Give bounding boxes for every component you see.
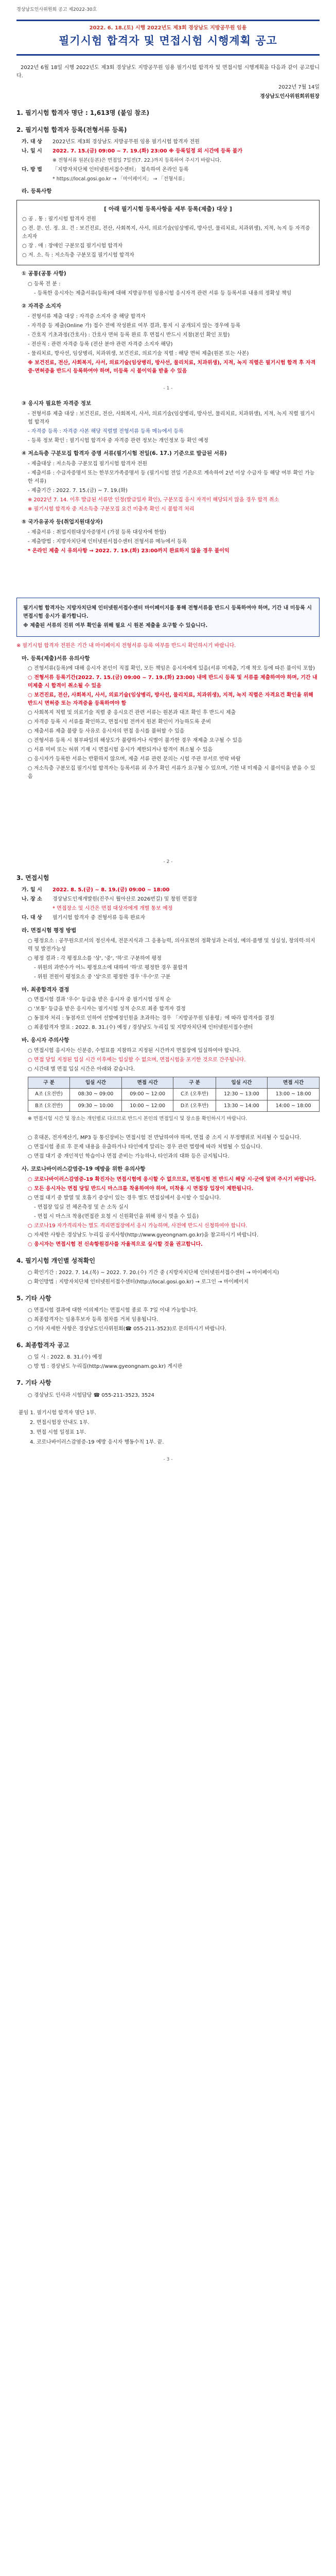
qualification-item: - 자격증 등 제출(Online 가) 접수 전에 작성완료 여부 결과, 통지 시 공개되지 않는 경우에 등록	[28, 323, 241, 329]
page-number: - 3 -	[163, 1456, 173, 1462]
kv-key	[22, 175, 49, 183]
special-item: - 제출방법 : 지방자치단체 인터넷원서접수센터 전형서류 메뉴에서 등록	[28, 538, 187, 545]
covid-item: ○ 응시자는 면접시험 전 신속항원검사를 자율적으로 실시할 것을 권고합니다.	[28, 1241, 203, 1247]
kv-row	[22, 914, 320, 922]
section-6-title: 6. 최종합격자 공고	[16, 1342, 69, 1349]
covid-item: ○ 모든 응시자는 면접 당일 반드시 마스크를 착용하여야 하며, 미착용 시 면접장 입장이 제한됩니다.	[28, 1185, 254, 1192]
evaluation-title: 라. 면접시험 평정 방법	[22, 927, 77, 934]
evaluation-item: ○ 평정 결과 : 각 평정요소를 '상', '중', '하'로 구분하여 평정	[28, 955, 162, 961]
attachment-item: 3. 면접 시험 일정표 1부.	[30, 1429, 86, 1435]
table-cell: D조 (오후반)	[173, 1100, 216, 1111]
applicant-cautions-title: 바. 응시자 주의사항	[22, 1037, 69, 1044]
qualification-item: - 물리치료, 방사선, 임상병리, 치과위생, 보건진료, 의료기술 직렬 : 해당 면허 제출(원본 또는 사본)	[28, 350, 249, 357]
applicant-caution: ○ 면접시험 응시자는 신분증, 수험표를 지참하고 지정된 시간까지 면접장에 입실하여야 합니다.	[28, 1048, 241, 1054]
kv-row	[22, 138, 320, 146]
caution-item: ○ 서류 미비 또는 허위 기재 시 면접시험 응시가 제한되거나 합격이 취소될 수 있음	[28, 747, 213, 753]
low-income-item: ※ 필기시험 합격자 중 저소득층 구분모집 요건 미충족 확인 시 불합격 처리	[28, 506, 194, 512]
special-title: ⑤ 국가유공자 등(취업지원대상자)	[22, 518, 103, 525]
applicant-caution: ○ 면접시험 종료 후 문제 내용을 유출하거나 타인에게 알리는 경우 관련 법령에 따라 처벌될 수 있습니다.	[28, 1144, 262, 1150]
caution-item: ○ 제출서류 제출 불량 등 사유로 응시자의 면접 응시를 불허할 수 있음	[28, 728, 185, 735]
etc-item: ○ 최종합격자는 임용후보자 등록 절차를 거쳐 임용됩니다.	[28, 1317, 158, 1323]
evaluation-item: - 위원의 과반수가 어느 평정요소에 대하여 '하'로 평정한 경우 불합격	[34, 964, 188, 971]
low-income-item: ※ 2022년 7. 14. 이후 발급된 서류만 인정(발급일자 확인), 구분모집 응시 자격이 해당되지 않을 경우 합격 취소	[28, 497, 279, 503]
title-sub: 2022. 6. 18.(토) 시행 2022년도 제3회 경상남도 지방공무원 임용	[89, 25, 247, 31]
intro-paragraph: 2022년 6월 18일 시행 2022년도 제3회 경상남도 지방공무원 임용 필기시험 합격자 및 면접시험 시행계획을 다음과 같이 공고합니다.	[16, 64, 320, 79]
info-line: 필기시험 합격자는 지방자치단체 인터넷원서접수센터 마이페이지를 통해 전형서류를 반드시 등록하여야 하며, 기간 내 미등록 시 면접시험 응시가 불가합니다.	[23, 605, 312, 619]
kv-key: 다. 대 상	[22, 914, 42, 921]
table-cell: 09:30 ~ 10:00	[70, 1100, 122, 1111]
section-7-title: 7. 기타 사항	[16, 1379, 51, 1387]
page-number: - 2 -	[163, 859, 173, 865]
kv-value: 2022. 7. 15.(금) 09:00 ~ 7. 19.(화) 23:00 ※ 등록일정 외 시간에 등록 불가	[52, 148, 243, 155]
table-header-cell: 입실 시간	[216, 1077, 268, 1089]
score-check-item: ○ 확인방법 : 지방자치단체 인터넷원서접수센터(http://local.gosi.go.kr) → 로그인 → 마이페이지	[28, 1279, 249, 1285]
etc-item: ○ 기타 자세한 사항은 경상남도인사위원회(☎ 055-211-3523)로 문의하시기 바랍니다.	[28, 1326, 227, 1332]
info-warning: ※ 필기시험 합격자 전원은 기간 내 마이페이지 전형서류 등록 여부를 반드시 확인하시기 바랍니다.	[16, 642, 236, 649]
caution-item: ○ 사회복지 직렬 및 의료기술 직렬 중 응시요건 관련 서류는 원본과 대조 확인 후 반드시 제출	[28, 710, 236, 716]
table-footnote: ※ 면접시험 시간 및 장소는 개인별로 다르므로 반드시 본인의 면접일시 및 장소를 확인하시기 바랍니다.	[28, 1115, 247, 1122]
kv-key: 다. 방 법	[22, 166, 42, 173]
schedule-table	[28, 1077, 320, 1112]
common-item: - 등록한 응시자는 제출서류(등록)에 대해 지방공무원 임용시험 응시자격 관련 서류 등 등록서류 내용의 정확성 책임	[34, 290, 292, 296]
table-header-row	[28, 1077, 320, 1089]
caution-item: ○ 자격증 등록 시 서류를 확인하고, 면접시험 전까지 원본 확인이 가능하도록 준비	[28, 719, 211, 725]
qualification-warning: ※ 보건진료, 전산, 사회복지, 사서, 의료기술(임상병리, 방사선, 물리치료, 치과위생), 지적, 녹지 직렬은 필기시험 합격 후 자격증·면허증을 반드시 등록하여야 하며, 미등록 시 불이익을 받을 수 있음	[28, 360, 316, 374]
caution-item: ○ 보건진료, 전산, 사회복지, 사서, 의료기술(임상병리, 방사선, 물리치료, 치과위생), 지적, 녹지 직렬은 자격요건 확인을 위해 반드시 면허증 또는 자격증을 등록하여야 함	[28, 692, 313, 707]
attachment-item: 붙임 1. 필기시험 합격자 명단 1부.	[19, 1410, 96, 1416]
kv-value: 필기시험 합격자 중 전형서류 등록 완료자	[52, 914, 146, 921]
etc-item: ○ 면접시험 결과에 대한 이의제기는 면접시험 종료 후 7일 이내 가능합니다.	[28, 1308, 198, 1314]
kv-key	[22, 905, 49, 913]
notice-number: 경상남도인사위원회 공고 제2022-30호	[16, 7, 97, 12]
covid-item: ○ 면접 대기 중 발열 및 호흡기 증상이 있는 경우 별도 면접실에서 응시할 수 있습니다.	[28, 1195, 221, 1201]
schedule-table-wrap	[16, 1077, 320, 1112]
registration-line: ○ 공 . 통 : 필기시험 합격자 전원	[22, 216, 96, 223]
qualification-title: ② 자격증 소지자	[22, 302, 62, 309]
covid-title: 사. 코로나바이러스감염증-19 예방을 위한 유의사항	[22, 1166, 146, 1173]
table-cell: 08:30 ~ 09:00	[70, 1089, 122, 1100]
section-3-kv	[16, 886, 320, 922]
section-4-title: 4. 필기시험 개인별 성적확인	[16, 1257, 95, 1264]
table-cell: C조 (오후반)	[173, 1089, 216, 1100]
table-cell: 10:00 ~ 12:00	[121, 1100, 173, 1111]
registration-title: 라. 등록사항	[22, 188, 52, 194]
result-item: ○ 동점자 처리 : 동점자로 인하여 선발예정인원을 초과하는 경우 「지방공무원 임용령」에 따라 합격자를 결정	[28, 1015, 275, 1022]
table-header-cell: 구 분	[28, 1077, 70, 1089]
applicant-caution: ○ 시간대 별 면접 입실 시간은 아래와 같습니다.	[28, 1066, 135, 1073]
kv-value: ※ 전형서류 원본(등본)은 면접일 7일전(7. 22.)까지 등록하여 주시기 바랍니다.	[52, 158, 221, 164]
disability-item: - 전형서류 제출 대상 : 보건진료, 전산, 사회복지, 사서, 의료기술(임상병리, 방사선, 물리치료, 치과위생), 지적, 녹지 직렬 필기시험 합격자	[28, 411, 315, 425]
kv-key: 나. 일 시	[22, 148, 42, 155]
caution-item: ○ 전형서류(등록)에 대해 응시자 본인이 직접 확인, 모든 책임은 응시자에게 있음(서류 미제출, 기재 착오 등에 따른 불이익 포함)	[28, 666, 315, 672]
table-header-cell: 구 분	[173, 1077, 216, 1089]
score-check-item: ○ 확인기간 : 2022. 7. 14.(목) ~ 2022. 7. 20.(수) 기간 중 (지방자치단체 인터넷원서접수센터 → 마이페이지)	[28, 1270, 279, 1276]
table-cell: 13:30 ~ 14:00	[216, 1100, 268, 1111]
final-announce-item: ○ 방 법 : 경상남도 누리집(http://www.gyeongnam.go.kr) 게시판	[28, 1364, 183, 1370]
section-2-title: 2. 필기시험 합격자 등록(전형서류 등록)	[16, 126, 127, 134]
table-cell: 14:00 ~ 18:00	[268, 1100, 320, 1111]
attachment-item: 2. 면접시험장 안내도 1부.	[30, 1419, 90, 1426]
blank-space	[16, 782, 320, 849]
table-cell: 12:30 ~ 13:00	[216, 1089, 268, 1100]
kv-row	[22, 905, 320, 913]
special-item: - 제출서류 : 취업지원대상자증명서 (가점 등록 대상자에 한함)	[28, 529, 166, 535]
registration-box	[16, 200, 320, 266]
covid-item: - 면접장 입실 전 체온측정 및 손 소독 실시	[34, 1204, 129, 1210]
qualification-item: - 간호직 기초과정(간호사) : 간호사 면허 등록 완료 후 면접시 반드시 지참(본인 확인 포함)	[28, 332, 230, 338]
table-header-cell: 면접 시간	[121, 1077, 173, 1089]
final-announce-item: ○ 일 시 : 2022. 8. 31.(수) 예정	[28, 1354, 102, 1361]
covid-item: ○ 코로나19 자가격리자는 별도 격리면접장에서 응시 가능하며, 사전에 반드시 신청하여야 합니다.	[28, 1223, 247, 1229]
info-box	[16, 598, 320, 637]
kv-value: 2022. 8. 5.(금) ~ 8. 19.(금) 09:00 ~ 18:00	[52, 887, 170, 893]
table-cell: A조 (오전반)	[28, 1089, 70, 1100]
page-title: 필기시험 합격자 및 면접시험 시행계획 공고	[59, 35, 277, 47]
notice-date: 2022년 7월 14일	[278, 84, 320, 90]
table-cell: B조 (오전반)	[28, 1100, 70, 1111]
kv-row	[22, 157, 320, 164]
low-income-item: - 제출대상 : 저소득층 구분모집 필기시험 합격자 전원	[28, 461, 148, 467]
disability-title: ③ 응시자 필요한 자격증 정보	[22, 400, 92, 407]
deadline-note: * 온라인 제출 시 유의사항 → 2022. 7. 19.(화) 23:00까지 완료하지 않을 경우 불이익	[28, 548, 229, 554]
blank-space	[16, 1124, 320, 1133]
kv-key: 나. 장 소	[22, 896, 42, 902]
applicant-caution: ○ 면접 대기 중 개인적인 학습이나 면접 준비는 가능하나, 타인과의 대화 등은 금지됩니다.	[28, 1154, 229, 1160]
applicant-caution: ○ 면접 당일 지정된 입실 시간 이후에는 입실할 수 없으며, 면접시험을 포기한 것으로 간주됩니다.	[28, 1057, 246, 1063]
common-item: ○ 등록 전 분 :	[28, 281, 61, 287]
table-cell: 09:00 ~ 12:00	[121, 1089, 173, 1100]
attachment-item: 4. 코로나바이러스감염증-19 예방 응시자 행동수칙 1부. 끝.	[30, 1439, 164, 1445]
registration-box-title: [ 아래 필기시험 등록사항을 세부 등록(제출) 대상 ]	[104, 205, 232, 212]
result-title: 마. 최종합격자 결정	[22, 986, 69, 993]
section-3-title: 3. 면접시험	[16, 874, 49, 882]
caution-item: ○ 저소득층 구분모집 필기시험 합격자는 등록서류 외 추가 확인 서류가 요구될 수 있으며, 기한 내 미제출 시 불이익을 받을 수 있음	[28, 766, 315, 780]
covid-item: ○ 자세한 사항은 경상남도 누리집 공지사항(http://www.gyeongnam.go.kr)을 참고하시기 바랍니다.	[28, 1232, 259, 1238]
result-item: ○ 면접시험 결과 '우수' 등급을 받은 응시자 중 필기시험 성적 순	[28, 997, 171, 1003]
low-income-item: - 제출기간 : 2022. 7. 15.(금) ~ 7. 19.(화)	[28, 487, 128, 494]
covid-item: ○ 코로나바이러스감염증-19 확진자는 면접시험에 응시할 수 없으므로, 면접시험 전 반드시 해당 시·군에 알려 주시기 바랍니다.	[28, 1176, 316, 1182]
caution-item: ○ 전형서류 등록기간(2022. 7. 15.(금) 09:00 ~ 7. 19.(화) 23:00) 내에 반드시 등록 및 서류를 제출하여야 하며, 기간 내 미제출 시 합격이 취소될 수 있음	[28, 675, 317, 689]
page-number: - 1 -	[163, 385, 173, 391]
common-title: ① 공통(공통 사항)	[22, 270, 66, 277]
attachments	[16, 1409, 320, 1447]
table-cell: 13:00 ~ 18:00	[268, 1089, 320, 1100]
kv-row	[22, 175, 320, 183]
registration-line: ○ 장 . 애 : 장애인 구분모집 필기시험 합격자	[22, 243, 123, 249]
table-row	[28, 1100, 320, 1111]
contact-line: ○ 경상남도 인사과 시험담당 ☎ 055-211-3523, 3524	[28, 1392, 154, 1398]
kv-value: 경상남도인재개발원(진주시 월아산로 2026번길) 및 창원 면접장	[52, 896, 197, 902]
qualification-item: - 전산직 : 관련 자격증 등록 (전산 분야 관련 자격증 소지자 해당)	[28, 341, 173, 347]
applicant-caution: ○ 휴대폰, 전자계산기, MP3 등 통신장비는 면접시험 전 반납하여야 하며, 면접 중 소지 시 부정행위로 처리될 수 있습니다.	[28, 1135, 302, 1141]
kv-row	[22, 895, 320, 904]
table-header-cell: 면접 시간	[268, 1077, 320, 1089]
qualification-item: - 전형서류 제출 대상 : 자격증 소지자 중 해당 합격자	[28, 313, 146, 319]
kv-value: 「지방자치단체 인터넷원서접수센터」 접속하여 온라인 등록	[52, 166, 189, 173]
result-item: ○ '보통' 등급을 받은 응시자는 필기시험 성적 순으로 최종 합격자 결정	[28, 1006, 186, 1012]
registration-line: ○ 저. 소. 득 : 저소득층 구분모집 필기시험 합격자	[22, 252, 134, 259]
kv-value: * 면접장소 및 시간은 면접 대상자에게 개별 통보 예정	[52, 905, 173, 911]
disability-item: - 등록 정보 확인 : 필기시험 합격자 중 자격증 관련 정보는 개인정보 등 확인 예정	[28, 437, 208, 444]
caution-item: ○ 응시자가 등록한 서류는 반환하지 않으며, 제출 서류 관련 문의는 시험 주관 부서로 연락 바람	[28, 756, 241, 762]
kv-row	[22, 166, 320, 174]
registration-line: ○ 전. 문. 인. 정. 요. 건 : 보건진료, 전산, 사회복지, 사서, 의료기술(임상병리, 방사선, 물리치료, 치과위생), 지적, 녹지 등 자격증 소지자	[22, 226, 310, 240]
section-1-title: 1. 필기시험 합격자 명단 : 1,613명 (붙임 참조)	[16, 109, 150, 116]
caution-title: 마. 등록(제출)서류 유의사항	[22, 655, 90, 662]
section-2-kv	[16, 138, 320, 182]
kv-row	[22, 886, 320, 894]
title-block	[16, 20, 320, 56]
low-income-item: - 제출서류 : 수급자증명서 또는 한부모가족증명서 등 (필기시험 전일 기준으로 계속하여 2년 이상 수급자 등 해당 여부 확인 가능한 서류)	[28, 470, 315, 484]
kv-row	[22, 147, 320, 156]
covid-item: - 면접 시 마스크 착용(면접관 요청 시 신원확인을 위해 잠시 벗을 수 있음)	[34, 1213, 199, 1219]
notice-org: 경상남도인사위원회위원장	[260, 93, 320, 99]
kv-key: 가. 대 상	[22, 139, 42, 145]
caution-item: ○ 전형서류 등록 시 첨부파일의 해상도가 불량하거나 식별이 불가한 경우 재제출 요구될 수 있음	[28, 738, 243, 744]
section-5-title: 5. 기타 사항	[16, 1295, 51, 1302]
evaluation-item: ○ 평정요소 : 공무원으로서의 정신자세, 전문지식과 그 응용능력, 의사표현의 정확성과 논리성, 예의·품행 및 성실성, 창의력·의지력 및 발전가능성	[28, 938, 315, 952]
evaluation-item: - 위원 전원이 평정요소 중 '상'으로 평정한 경우 '우수'로 구분	[34, 974, 171, 980]
result-item: ○ 최종합격자 발표 : 2022. 8. 31.(수) 예정 / 경상남도 누리집 및 지방자치단체 인터넷원서접수센터	[28, 1025, 253, 1031]
info-line: ※ 제출된 서류의 진위 여부 확인을 위해 필요 시 원본 제출을 요구할 수 있습니다.	[23, 622, 208, 629]
blank-space	[16, 556, 320, 592]
kv-value: * https://local.gosi.go.kr → 「마이페이지」 → 「전형서류」	[52, 176, 188, 182]
kv-key: 가. 일 시	[22, 887, 42, 893]
kv-value: 2022년도 제3회 경상남도 지방공무원 임용 필기시험 합격자 전원	[52, 139, 200, 145]
disability-item: - 자격증 등록 : 자격증 사본 해당 직렬별 전형서류 등록 메뉴에서 등록	[28, 428, 184, 434]
table-row	[28, 1089, 320, 1100]
table-header-cell: 입실 시간	[70, 1077, 122, 1089]
low-income-title: ④ 저소득층 구분모집 합격자 증명 서류(필기시험 전일(6. 17.) 기준으로 발급된 서류)	[22, 450, 227, 456]
kv-key	[22, 157, 49, 164]
